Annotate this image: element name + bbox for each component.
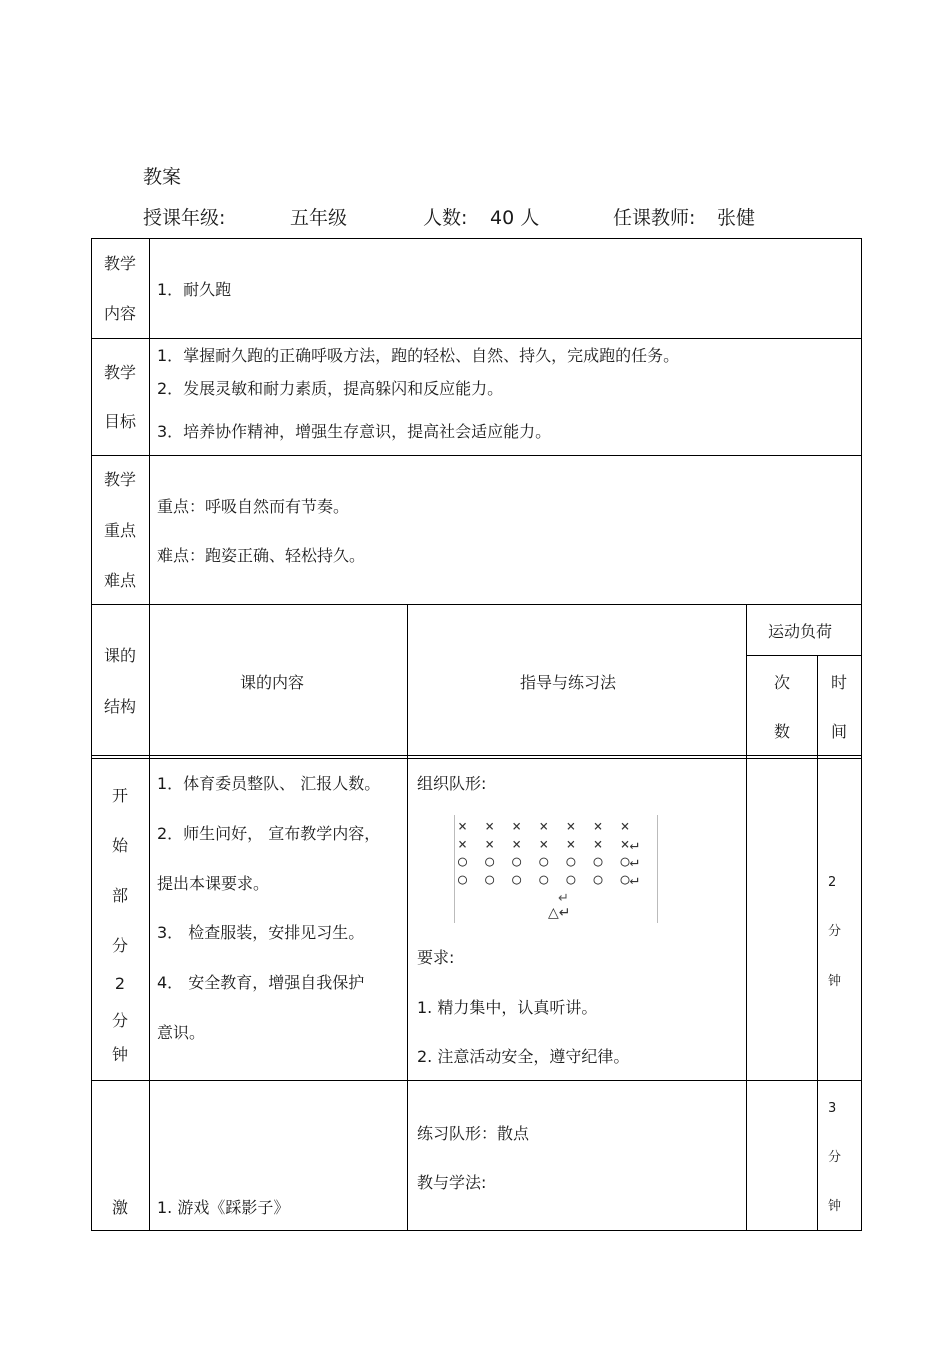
document-title: 教案	[143, 166, 182, 188]
next-method-1: 练习队形：散点	[417, 1124, 530, 1143]
start-label-4: 分	[111, 936, 128, 955]
duration-header-1: 时	[831, 673, 848, 692]
next-method-2: 教与学法:	[417, 1173, 487, 1192]
goal-item-1: 1．掌握耐久跑的正确呼吸方法，跑的轻松、自然、持久，完成跑的任务。	[157, 346, 680, 365]
next-duration-2: 分	[828, 1150, 842, 1165]
formation-title: 组织队形:	[417, 774, 487, 793]
start-content-2: 2．师生问好， 宣布教学内容，	[157, 824, 381, 843]
start-label-1: 开	[111, 786, 128, 805]
start-content-6: 意识。	[157, 1023, 206, 1042]
start-duration-3: 钟	[828, 974, 842, 989]
start-label-2: 始	[111, 836, 128, 855]
formation-row-3: ○ ○ ○ ○ ○ ○ ○↵	[458, 852, 639, 870]
start-label-7: 钟	[111, 1045, 128, 1064]
start-duration-2: 分	[828, 924, 842, 939]
key-focus: 重点：呼吸自然而有节奏。	[157, 497, 350, 516]
formation-row-2: × × × × × × ×↵	[458, 835, 639, 853]
formation-row-4: ○ ○ ○ ○ ○ ○ ○↵	[458, 870, 639, 888]
next-content: 1. 游戏《踩影子》	[157, 1198, 290, 1217]
grade-label: 授课年级:	[143, 207, 226, 229]
goals-label-2: 目标	[103, 412, 136, 431]
teacher-value: 张健	[717, 207, 756, 229]
times-header-2: 数	[774, 722, 791, 741]
goal-item-3: 3．培养协作精神，增强生存意识，提高社会适应能力。	[157, 422, 552, 441]
key-label-3: 难点	[103, 571, 136, 590]
requirement-2: 2. 注意活动安全，遵守纪律。	[417, 1047, 630, 1066]
load-header: 运动负荷	[768, 622, 833, 641]
times-header-1: 次	[774, 673, 791, 692]
content-header: 课的内容	[240, 673, 305, 692]
start-content-1: 1．体育委员整队、 汇报人数。	[157, 774, 381, 793]
requirement-1: 1. 精力集中，认真听讲。	[417, 998, 598, 1017]
formation-row-1: × × × × × × ×	[458, 817, 630, 835]
count-label: 人数:	[423, 207, 468, 229]
content-item: 1．耐久跑	[157, 280, 232, 299]
formation-mark: ↵	[558, 891, 569, 906]
start-content-4: 3． 检查服装，安排见习生。	[157, 923, 365, 942]
count-value: 40 人	[490, 207, 540, 229]
requirements-title: 要求:	[417, 948, 455, 967]
start-label-5: 2	[114, 974, 126, 993]
next-duration-3: 钟	[828, 1199, 842, 1214]
start-duration-1: 2	[828, 875, 837, 890]
next-duration-1: 3	[828, 1101, 837, 1116]
key-label-1: 教学	[103, 470, 136, 489]
start-content-3: 提出本课要求。	[157, 874, 270, 893]
duration-header-2: 间	[831, 722, 848, 741]
grade-value: 五年级	[290, 207, 348, 229]
start-label-3: 部	[111, 886, 128, 905]
goal-item-2: 2．发展灵敏和耐力素质，提高躲闪和反应能力。	[157, 379, 504, 398]
teacher-label: 任课教师:	[613, 207, 696, 229]
teacher-triangle-icon: △↵	[548, 905, 571, 921]
next-label: 激	[111, 1198, 128, 1217]
key-difficulty: 难点：跑姿正确、轻松持久。	[157, 546, 366, 565]
goals-label-1: 教学	[103, 363, 136, 382]
content-label-2: 内容	[103, 304, 136, 323]
structure-header-2: 结构	[103, 697, 136, 716]
start-label-6: 分	[111, 1011, 128, 1030]
method-header: 指导与练习法	[520, 673, 617, 692]
content-label-1: 教学	[103, 254, 136, 273]
start-content-5: 4． 安全教育，增强自我保护	[157, 973, 365, 992]
key-label-2: 重点	[103, 521, 136, 540]
structure-header-1: 课的	[103, 646, 136, 665]
